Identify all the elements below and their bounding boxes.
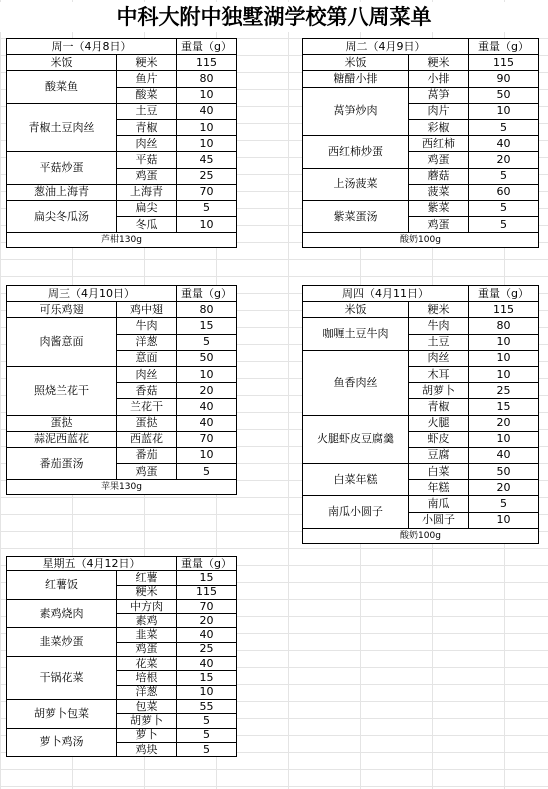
ingredient-name: 粳米 bbox=[409, 55, 469, 71]
table-row bbox=[303, 200, 539, 216]
dish-name: 紫菜蛋汤 bbox=[303, 200, 409, 232]
ingredient-name: 中方肉 bbox=[117, 599, 177, 613]
dish-name: 白菜年糕 bbox=[303, 464, 409, 496]
table-row bbox=[7, 431, 237, 447]
dish-name: 番茄蛋汤 bbox=[7, 447, 117, 479]
day-label: 周四（4月11日） bbox=[303, 286, 469, 302]
ingredient-weight: 50 bbox=[469, 464, 539, 480]
ingredient-name: 冬瓜 bbox=[117, 217, 177, 233]
table-row bbox=[7, 184, 237, 200]
page-title: 中科大附中独墅湖学校第八周菜单 bbox=[0, 2, 548, 32]
ingredient-weight: 15 bbox=[469, 399, 539, 415]
table-row bbox=[303, 302, 539, 318]
ingredient-weight: 10 bbox=[177, 136, 237, 152]
ingredient-name: 意面 bbox=[117, 350, 177, 366]
ingredient-weight: 5 bbox=[177, 714, 237, 728]
ingredient-name: 彩椒 bbox=[409, 119, 469, 135]
dish-name: 干锅花菜 bbox=[7, 657, 117, 700]
ingredient-weight: 10 bbox=[469, 366, 539, 382]
table-row bbox=[303, 136, 539, 152]
table-row bbox=[7, 657, 237, 671]
day-label: 星期五（4月12日） bbox=[7, 557, 177, 571]
dish-name: 青椒土豆肉丝 bbox=[7, 103, 117, 152]
dish-name: 照烧兰花干 bbox=[7, 366, 117, 415]
ingredient-weight: 25 bbox=[469, 383, 539, 399]
dish-name: 糖醋小排 bbox=[303, 71, 409, 87]
ingredient-name: 虾皮 bbox=[409, 431, 469, 447]
fruit-note: 芦柑130g bbox=[7, 233, 237, 248]
ingredient-name: 青椒 bbox=[409, 399, 469, 415]
dish-name: 米饭 bbox=[7, 55, 117, 71]
ingredient-weight: 70 bbox=[177, 184, 237, 200]
header-row bbox=[303, 39, 539, 55]
ingredient-name: 上海青 bbox=[117, 184, 177, 200]
ingredient-name: 培根 bbox=[117, 671, 177, 685]
table-row bbox=[303, 415, 539, 431]
ingredient-weight: 80 bbox=[469, 318, 539, 334]
ingredient-weight: 5 bbox=[177, 728, 237, 742]
footer-row bbox=[7, 233, 237, 248]
ingredient-name: 西红柿 bbox=[409, 136, 469, 152]
ingredient-name: 平菇 bbox=[117, 152, 177, 168]
ingredient-name: 鸡蛋 bbox=[409, 217, 469, 233]
weight-header: 重量（g） bbox=[469, 286, 539, 302]
table-row bbox=[303, 496, 539, 512]
dish-name: 西红柿炒蛋 bbox=[303, 136, 409, 168]
ingredient-name: 鸡蛋 bbox=[117, 464, 177, 480]
ingredient-name: 包菜 bbox=[117, 699, 177, 713]
ingredient-name: 牛肉 bbox=[409, 318, 469, 334]
ingredient-weight: 40 bbox=[177, 399, 237, 415]
ingredient-name: 豆腐 bbox=[409, 447, 469, 463]
ingredient-name: 粳米 bbox=[117, 55, 177, 71]
ingredient-weight: 115 bbox=[469, 55, 539, 71]
ingredient-weight: 80 bbox=[177, 71, 237, 87]
ingredient-weight: 10 bbox=[469, 512, 539, 528]
ingredient-name: 红薯 bbox=[117, 571, 177, 585]
weight-header: 重量（g） bbox=[177, 557, 237, 571]
ingredient-weight: 5 bbox=[469, 200, 539, 216]
ingredient-weight: 10 bbox=[177, 217, 237, 233]
menu-table-thu bbox=[302, 285, 539, 544]
ingredient-weight: 25 bbox=[177, 642, 237, 656]
ingredient-weight: 15 bbox=[177, 571, 237, 585]
ingredient-weight: 40 bbox=[177, 103, 237, 119]
ingredient-weight: 20 bbox=[177, 614, 237, 628]
ingredient-weight: 5 bbox=[177, 200, 237, 216]
ingredient-name: 鸡蛋 bbox=[117, 168, 177, 184]
table-row bbox=[7, 415, 237, 431]
dish-name: 鱼香肉丝 bbox=[303, 350, 409, 415]
day-label: 周二（4月9日） bbox=[303, 39, 469, 55]
menu-table-fri bbox=[6, 556, 237, 757]
ingredient-name: 西蓝花 bbox=[117, 431, 177, 447]
menu-table-tue bbox=[302, 38, 539, 248]
dish-name: 米饭 bbox=[303, 55, 409, 71]
weight-header: 重量（g） bbox=[469, 39, 539, 55]
dish-name: 素鸡烧肉 bbox=[7, 599, 117, 628]
dish-name: 蛋挞 bbox=[7, 415, 117, 431]
ingredient-weight: 5 bbox=[177, 464, 237, 480]
dish-name: 莴笋炒肉 bbox=[303, 87, 409, 136]
ingredient-weight: 80 bbox=[177, 302, 237, 318]
ingredient-weight: 115 bbox=[177, 55, 237, 71]
dish-name: 葱油上海青 bbox=[7, 184, 117, 200]
ingredient-name: 土豆 bbox=[409, 334, 469, 350]
ingredient-name: 洋葱 bbox=[117, 685, 177, 699]
ingredient-name: 鸡中翅 bbox=[117, 302, 177, 318]
day-label: 周一（4月8日） bbox=[7, 39, 177, 55]
ingredient-weight: 70 bbox=[177, 599, 237, 613]
table-row bbox=[7, 728, 237, 742]
ingredient-name: 萝卜 bbox=[117, 728, 177, 742]
header-row bbox=[7, 286, 237, 302]
ingredient-weight: 40 bbox=[469, 136, 539, 152]
ingredient-name: 土豆 bbox=[117, 103, 177, 119]
weight-header: 重量（g） bbox=[177, 39, 237, 55]
dish-name: 咖喱土豆牛肉 bbox=[303, 318, 409, 350]
menu-table-wed bbox=[6, 285, 237, 495]
dish-name: 火腿虾皮豆腐羹 bbox=[303, 415, 409, 464]
ingredient-name: 韭菜 bbox=[117, 628, 177, 642]
day-label: 周三（4月10日） bbox=[7, 286, 177, 302]
ingredient-weight: 10 bbox=[177, 447, 237, 463]
header-row bbox=[7, 39, 237, 55]
footer-row bbox=[303, 233, 539, 248]
ingredient-weight: 15 bbox=[177, 671, 237, 685]
ingredient-name: 莴笋 bbox=[409, 87, 469, 103]
table-row bbox=[303, 71, 539, 87]
ingredient-weight: 40 bbox=[177, 628, 237, 642]
ingredient-name: 青椒 bbox=[117, 119, 177, 135]
ingredient-name: 番茄 bbox=[117, 447, 177, 463]
ingredient-name: 鱼片 bbox=[117, 71, 177, 87]
ingredient-weight: 5 bbox=[469, 168, 539, 184]
ingredient-name: 扁尖 bbox=[117, 200, 177, 216]
footer-row bbox=[7, 480, 237, 495]
ingredient-weight: 10 bbox=[469, 350, 539, 366]
table-row bbox=[7, 599, 237, 613]
table-row bbox=[303, 464, 539, 480]
dish-name: 肉酱意面 bbox=[7, 318, 117, 367]
ingredient-weight: 10 bbox=[177, 119, 237, 135]
ingredient-name: 洋葱 bbox=[117, 334, 177, 350]
ingredient-name: 年糕 bbox=[409, 480, 469, 496]
ingredient-name: 粳米 bbox=[409, 302, 469, 318]
table-row bbox=[7, 318, 237, 334]
ingredient-weight: 20 bbox=[469, 480, 539, 496]
table-row bbox=[303, 318, 539, 334]
ingredient-weight: 45 bbox=[177, 152, 237, 168]
table-row bbox=[7, 699, 237, 713]
ingredient-name: 小排 bbox=[409, 71, 469, 87]
dish-name: 平菇炒蛋 bbox=[7, 152, 117, 184]
table-row bbox=[7, 447, 237, 463]
ingredient-name: 南瓜 bbox=[409, 496, 469, 512]
ingredient-name: 粳米 bbox=[117, 585, 177, 599]
table-row bbox=[7, 366, 237, 382]
table-row bbox=[7, 200, 237, 216]
ingredient-name: 小圆子 bbox=[409, 512, 469, 528]
ingredient-weight: 10 bbox=[469, 334, 539, 350]
dish-name: 南瓜小圆子 bbox=[303, 496, 409, 528]
ingredient-weight: 40 bbox=[177, 657, 237, 671]
dish-name: 可乐鸡翅 bbox=[7, 302, 117, 318]
table-row bbox=[303, 168, 539, 184]
dish-name: 酸菜鱼 bbox=[7, 71, 117, 103]
ingredient-name: 牛肉 bbox=[117, 318, 177, 334]
ingredient-name: 火腿 bbox=[409, 415, 469, 431]
ingredient-name: 花菜 bbox=[117, 657, 177, 671]
ingredient-weight: 5 bbox=[177, 742, 237, 756]
ingredient-weight: 20 bbox=[469, 415, 539, 431]
ingredient-weight: 55 bbox=[177, 699, 237, 713]
dish-name: 韭菜炒蛋 bbox=[7, 628, 117, 657]
ingredient-weight: 40 bbox=[177, 415, 237, 431]
table-row bbox=[7, 302, 237, 318]
dish-name: 萝卜鸡汤 bbox=[7, 728, 117, 757]
ingredient-weight: 10 bbox=[177, 685, 237, 699]
ingredient-name: 鸡块 bbox=[117, 742, 177, 756]
ingredient-weight: 5 bbox=[469, 217, 539, 233]
table-row bbox=[303, 55, 539, 71]
dish-name: 红薯饭 bbox=[7, 571, 117, 600]
table-row bbox=[7, 71, 237, 87]
ingredient-name: 蘑菇 bbox=[409, 168, 469, 184]
ingredient-name: 菠菜 bbox=[409, 184, 469, 200]
dish-name: 上汤菠菜 bbox=[303, 168, 409, 200]
table-row bbox=[7, 571, 237, 585]
table-row bbox=[303, 87, 539, 103]
ingredient-name: 鸡蛋 bbox=[409, 152, 469, 168]
ingredient-name: 香菇 bbox=[117, 383, 177, 399]
ingredient-weight: 60 bbox=[469, 184, 539, 200]
ingredient-weight: 20 bbox=[469, 152, 539, 168]
dish-name: 胡萝卜包菜 bbox=[7, 699, 117, 728]
menu-table-mon bbox=[6, 38, 237, 248]
ingredient-weight: 115 bbox=[469, 302, 539, 318]
ingredient-weight: 40 bbox=[469, 447, 539, 463]
ingredient-weight: 115 bbox=[177, 585, 237, 599]
ingredient-name: 肉丝 bbox=[409, 350, 469, 366]
ingredient-name: 肉片 bbox=[409, 103, 469, 119]
ingredient-name: 鸡蛋 bbox=[117, 642, 177, 656]
ingredient-weight: 10 bbox=[469, 103, 539, 119]
table-row bbox=[7, 103, 237, 119]
fruit-note: 苹果130g bbox=[7, 480, 237, 495]
ingredient-weight: 10 bbox=[177, 87, 237, 103]
ingredient-name: 肉丝 bbox=[117, 136, 177, 152]
ingredient-name: 木耳 bbox=[409, 366, 469, 382]
ingredient-name: 酸菜 bbox=[117, 87, 177, 103]
ingredient-weight: 50 bbox=[469, 87, 539, 103]
ingredient-weight: 5 bbox=[469, 119, 539, 135]
ingredient-weight: 5 bbox=[469, 496, 539, 512]
ingredient-weight: 25 bbox=[177, 168, 237, 184]
dish-name: 扁尖冬瓜汤 bbox=[7, 200, 117, 232]
table-row bbox=[7, 152, 237, 168]
dish-name: 蒜泥西蓝花 bbox=[7, 431, 117, 447]
header-row bbox=[7, 557, 237, 571]
ingredient-weight: 50 bbox=[177, 350, 237, 366]
ingredient-weight: 15 bbox=[177, 318, 237, 334]
ingredient-name: 胡萝卜 bbox=[117, 714, 177, 728]
table-row bbox=[303, 350, 539, 366]
fruit-note: 酸奶100g bbox=[303, 233, 539, 248]
ingredient-name: 胡萝卜 bbox=[409, 383, 469, 399]
ingredient-weight: 10 bbox=[469, 431, 539, 447]
dish-name: 米饭 bbox=[303, 302, 409, 318]
footer-row bbox=[303, 528, 539, 543]
ingredient-name: 蛋挞 bbox=[117, 415, 177, 431]
ingredient-name: 白菜 bbox=[409, 464, 469, 480]
ingredient-name: 兰花干 bbox=[117, 399, 177, 415]
ingredient-weight: 70 bbox=[177, 431, 237, 447]
weight-header: 重量（g） bbox=[177, 286, 237, 302]
ingredient-weight: 90 bbox=[469, 71, 539, 87]
ingredient-name: 素鸡 bbox=[117, 614, 177, 628]
table-row bbox=[7, 628, 237, 642]
ingredient-name: 肉丝 bbox=[117, 366, 177, 382]
table-row bbox=[7, 55, 237, 71]
fruit-note: 酸奶100g bbox=[303, 528, 539, 543]
ingredient-weight: 10 bbox=[177, 366, 237, 382]
ingredient-weight: 20 bbox=[177, 383, 237, 399]
ingredient-name: 紫菜 bbox=[409, 200, 469, 216]
header-row bbox=[303, 286, 539, 302]
ingredient-weight: 5 bbox=[177, 334, 237, 350]
